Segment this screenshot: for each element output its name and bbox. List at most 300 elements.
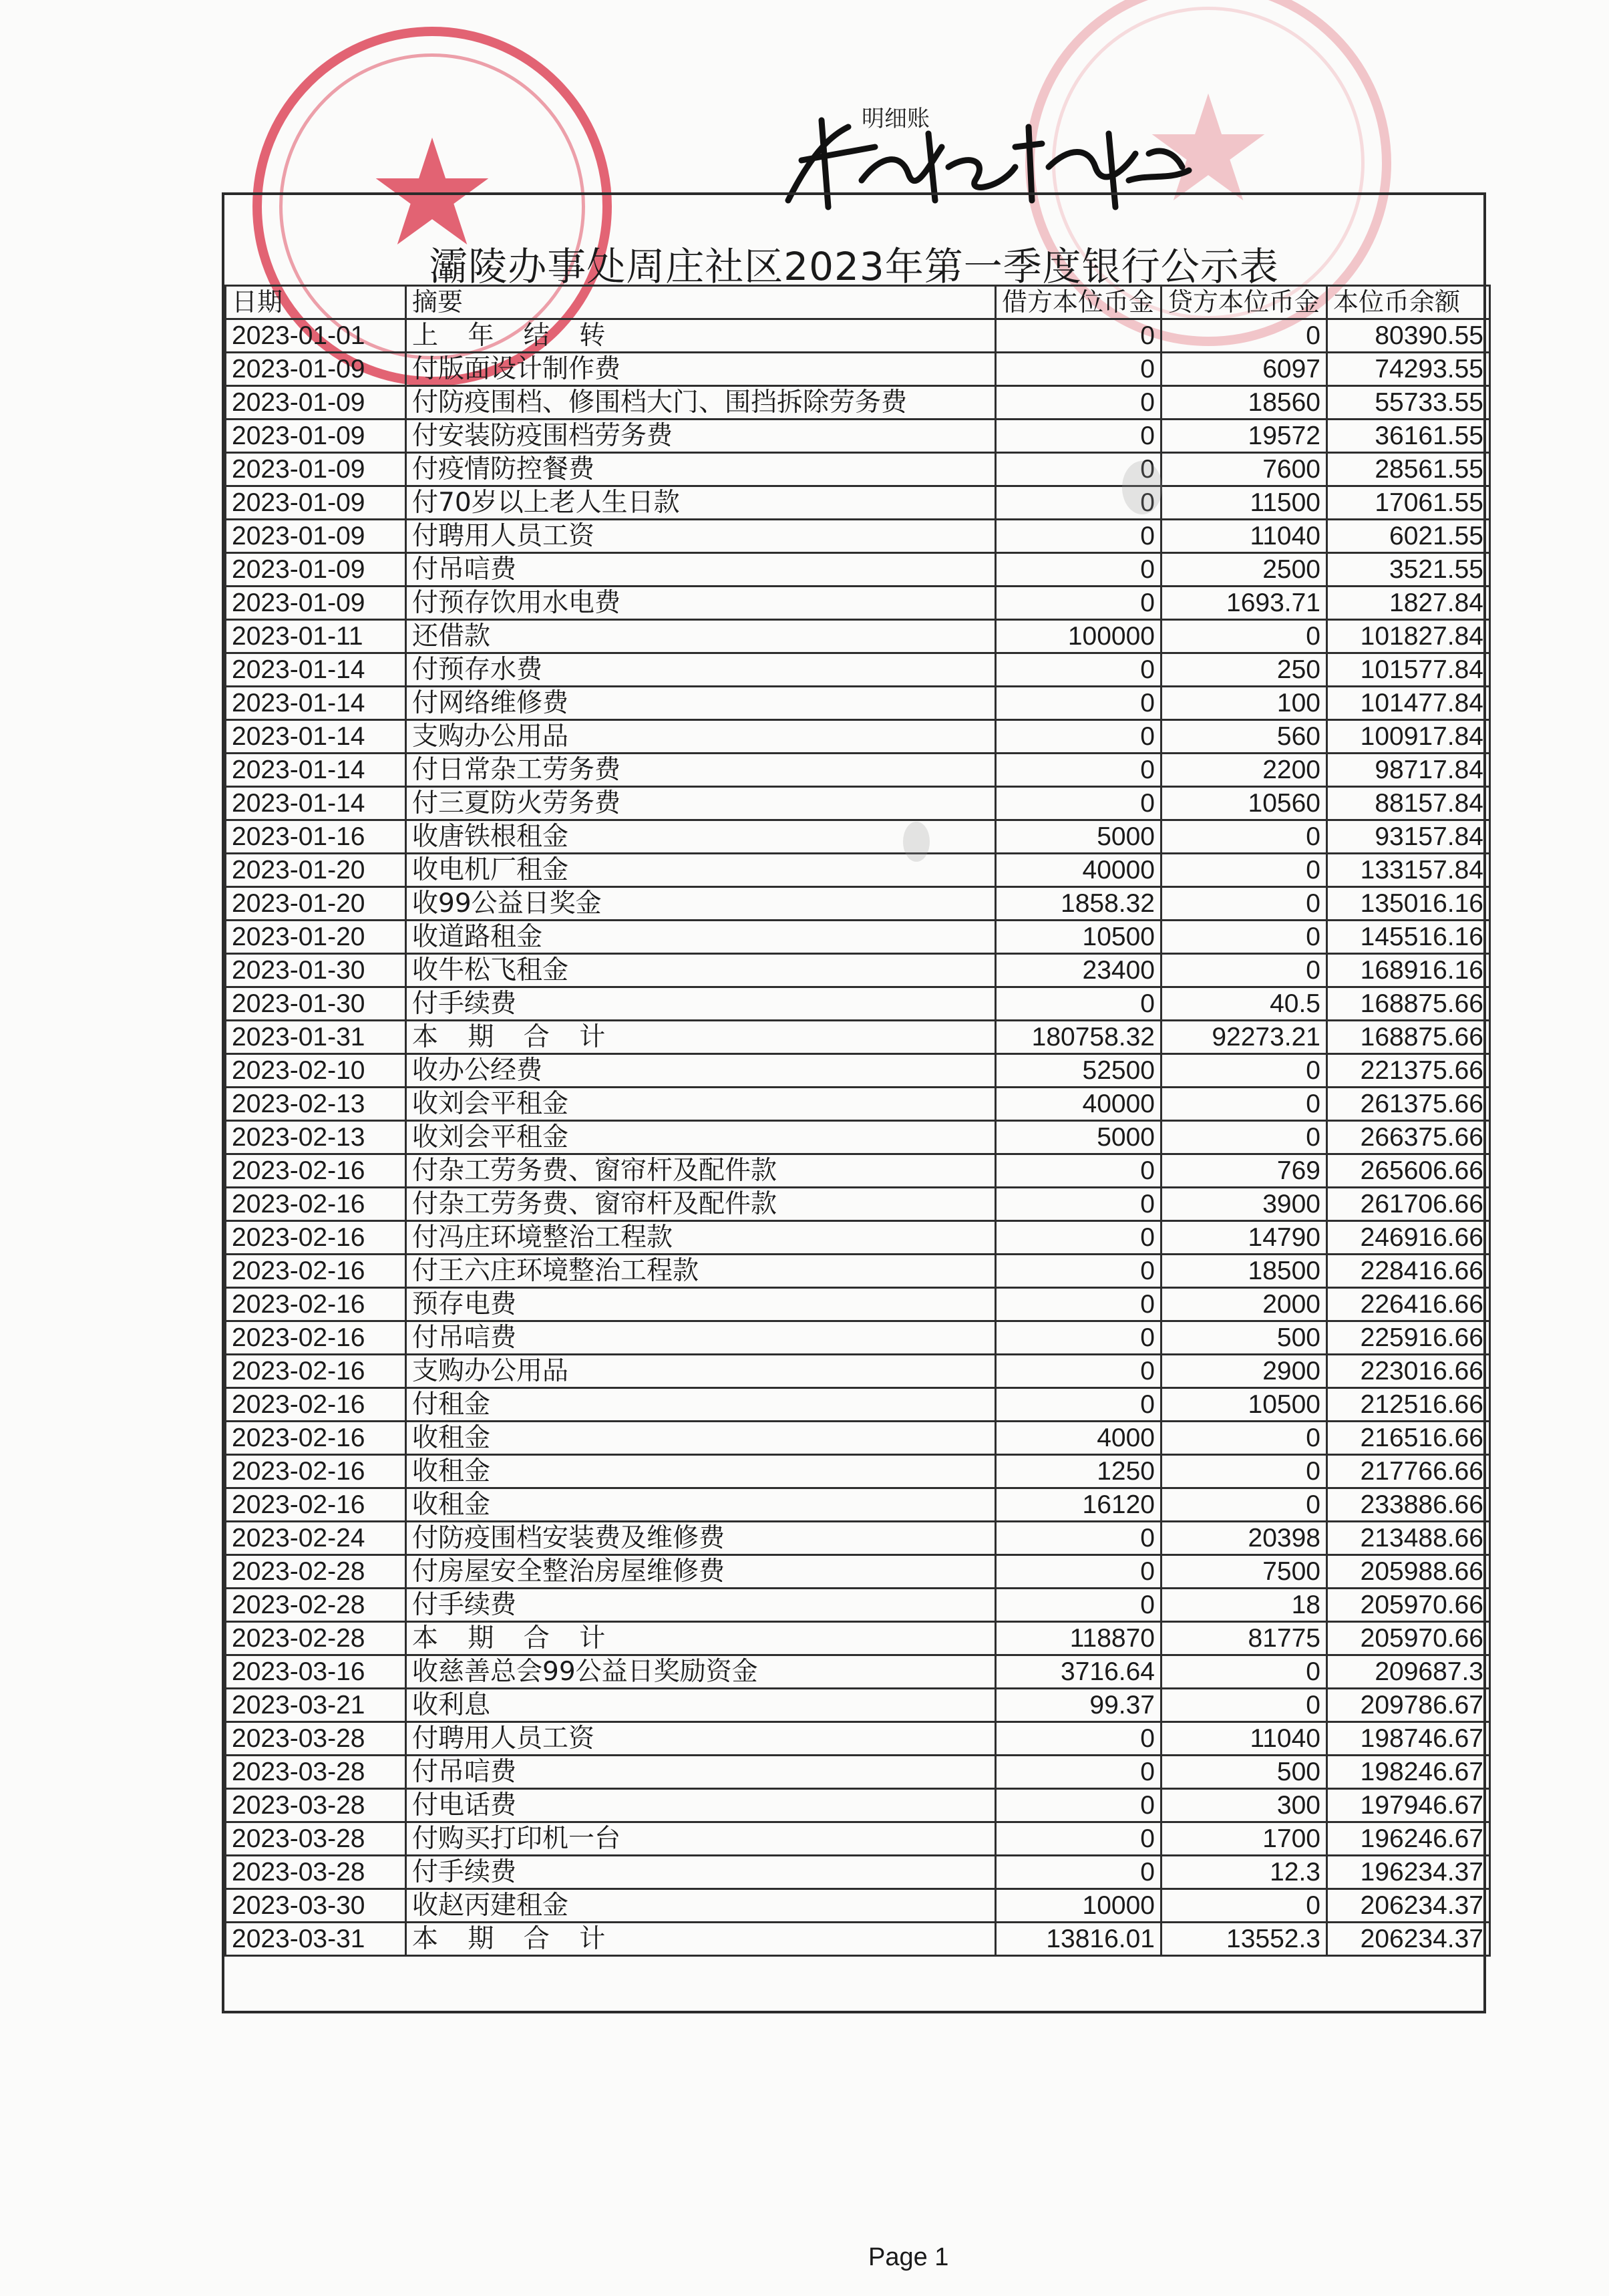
cell-credit: 0	[1161, 1689, 1327, 1722]
cell-summary: 付防疫围档安装费及维修费	[406, 1522, 996, 1555]
cell-debit: 0	[996, 1555, 1161, 1589]
cell-balance: 225916.66	[1327, 1321, 1490, 1355]
cell-date: 2023-02-24	[226, 1522, 406, 1555]
cell-credit: 0	[1161, 1655, 1327, 1689]
table-row	[226, 1889, 1490, 1923]
cell-date: 2023-02-28	[226, 1622, 406, 1655]
cell-summary: 收唐铁根租金	[406, 820, 996, 854]
column-header-credit: 贷方本位币金	[1161, 286, 1327, 319]
cell-date: 2023-03-21	[226, 1689, 406, 1722]
cell-balance: 205970.66	[1327, 1622, 1490, 1655]
table-row	[226, 1522, 1490, 1555]
cell-balance: 101577.84	[1327, 653, 1490, 687]
cell-balance: 93157.84	[1327, 820, 1490, 854]
cell-date: 2023-01-01	[226, 319, 406, 353]
cell-balance: 17061.55	[1327, 486, 1490, 520]
cell-balance: 133157.84	[1327, 854, 1490, 887]
cell-credit: 11040	[1161, 1722, 1327, 1756]
cell-credit: 1693.71	[1161, 587, 1327, 620]
table-row	[226, 1355, 1490, 1388]
cell-credit: 0	[1161, 620, 1327, 653]
table-row	[226, 1121, 1490, 1154]
cell-debit: 0	[996, 1756, 1161, 1789]
column-header-summary: 摘要	[406, 286, 996, 319]
cell-summary: 付王六庄环境整治工程款	[406, 1255, 996, 1288]
cell-credit: 769	[1161, 1154, 1327, 1188]
cell-date: 2023-02-16	[226, 1422, 406, 1455]
cell-balance: 101827.84	[1327, 620, 1490, 653]
cell-date: 2023-02-28	[226, 1589, 406, 1622]
cell-summary: 付预存水费	[406, 653, 996, 687]
cell-balance: 246916.66	[1327, 1221, 1490, 1255]
table-row	[226, 553, 1490, 587]
cell-date: 2023-01-09	[226, 353, 406, 386]
cell-balance: 80390.55	[1327, 319, 1490, 353]
table-row	[226, 787, 1490, 820]
cell-debit: 0	[996, 1221, 1161, 1255]
cell-date: 2023-03-30	[226, 1889, 406, 1923]
cell-summary: 付聘用人员工资	[406, 520, 996, 553]
cell-date: 2023-01-14	[226, 754, 406, 787]
cell-balance: 217766.66	[1327, 1455, 1490, 1488]
cell-credit: 500	[1161, 1321, 1327, 1355]
cell-balance: 55733.55	[1327, 386, 1490, 420]
cell-summary: 收道路租金	[406, 921, 996, 954]
cell-debit: 16120	[996, 1488, 1161, 1522]
cell-debit: 0	[996, 987, 1161, 1021]
cell-debit: 3716.64	[996, 1655, 1161, 1689]
cell-credit: 19572	[1161, 420, 1327, 453]
cell-debit: 5000	[996, 820, 1161, 854]
cell-balance: 168875.66	[1327, 1021, 1490, 1054]
table-row	[226, 820, 1490, 854]
cell-balance: 266375.66	[1327, 1121, 1490, 1154]
cell-balance: 216516.66	[1327, 1422, 1490, 1455]
cell-balance: 212516.66	[1327, 1388, 1490, 1422]
cell-date: 2023-01-31	[226, 1021, 406, 1054]
cell-summary: 付防疫围档、修围档大门、围挡拆除劳务费	[406, 386, 996, 420]
table-row	[226, 754, 1490, 787]
period-total-row	[226, 1021, 1490, 1054]
cell-credit: 11040	[1161, 520, 1327, 553]
table-row	[226, 687, 1490, 720]
cell-balance: 101477.84	[1327, 687, 1490, 720]
cell-credit: 0	[1161, 820, 1327, 854]
cell-balance: 233886.66	[1327, 1488, 1490, 1522]
cell-summary: 付吊唁费	[406, 1756, 996, 1789]
cell-debit: 100000	[996, 620, 1161, 653]
table-row	[226, 1321, 1490, 1355]
cell-credit: 3900	[1161, 1188, 1327, 1221]
cell-date: 2023-02-16	[226, 1455, 406, 1488]
cell-date: 2023-01-09	[226, 587, 406, 620]
table-row	[226, 1422, 1490, 1455]
page-title: 灞陵办事处周庄社区2023年第一季度银行公示表	[429, 244, 1279, 289]
cell-debit: 1858.32	[996, 887, 1161, 921]
table-row	[226, 1756, 1490, 1789]
cell-summary: 收慈善总会99公益日奖励资金	[406, 1655, 996, 1689]
cell-date: 2023-02-16	[226, 1188, 406, 1221]
cell-credit: 560	[1161, 720, 1327, 754]
cell-summary: 本 期 合 计	[406, 1021, 996, 1054]
cell-credit: 0	[1161, 1889, 1327, 1923]
cell-credit: 300	[1161, 1789, 1327, 1822]
cell-credit: 0	[1161, 319, 1327, 353]
cell-credit: 500	[1161, 1756, 1327, 1789]
page-number: Page 1	[868, 2243, 949, 2271]
cell-debit: 0	[996, 553, 1161, 587]
cell-date: 2023-02-16	[226, 1488, 406, 1522]
cell-debit: 0	[996, 1188, 1161, 1221]
cell-debit: 0	[996, 319, 1161, 353]
cell-summary: 收租金	[406, 1488, 996, 1522]
cell-date: 2023-01-09	[226, 386, 406, 420]
table-row	[226, 921, 1490, 954]
cell-credit: 2900	[1161, 1355, 1327, 1388]
table-row	[226, 319, 1490, 353]
cell-credit: 0	[1161, 1422, 1327, 1455]
table-row	[226, 720, 1490, 754]
cell-credit: 0	[1161, 887, 1327, 921]
cell-balance: 168916.16	[1327, 954, 1490, 987]
table-row	[226, 1054, 1490, 1088]
table-row	[226, 1088, 1490, 1121]
cell-date: 2023-02-16	[226, 1355, 406, 1388]
cell-summary: 付房屋安全整治房屋维修费	[406, 1555, 996, 1589]
cell-debit: 99.37	[996, 1689, 1161, 1722]
cell-summary: 收99公益日奖金	[406, 887, 996, 921]
cell-balance: 74293.55	[1327, 353, 1490, 386]
cell-summary: 收牛松飞租金	[406, 954, 996, 987]
table-row	[226, 1455, 1490, 1488]
cell-summary: 付70岁以上老人生日款	[406, 486, 996, 520]
cell-balance: 145516.16	[1327, 921, 1490, 954]
cell-summary: 收租金	[406, 1455, 996, 1488]
seal-star-icon: ★	[366, 107, 498, 279]
cell-summary: 付冯庄环境整治工程款	[406, 1221, 996, 1255]
cell-debit: 4000	[996, 1422, 1161, 1455]
table-row	[226, 587, 1490, 620]
cell-debit: 0	[996, 1722, 1161, 1756]
cell-date: 2023-01-20	[226, 887, 406, 921]
cell-date: 2023-02-28	[226, 1555, 406, 1589]
table-header-row	[226, 286, 1490, 319]
smudge-mark	[1122, 461, 1162, 514]
cell-date: 2023-01-09	[226, 453, 406, 486]
cell-balance: 221375.66	[1327, 1054, 1490, 1088]
cell-balance: 168875.66	[1327, 987, 1490, 1021]
cell-date: 2023-01-11	[226, 620, 406, 653]
cell-date: 2023-01-30	[226, 954, 406, 987]
cell-summary: 付手续费	[406, 987, 996, 1021]
cell-balance: 213488.66	[1327, 1522, 1490, 1555]
cell-credit: 40.5	[1161, 987, 1327, 1021]
cell-balance: 205988.66	[1327, 1555, 1490, 1589]
table-row	[226, 653, 1490, 687]
cell-balance: 1827.84	[1327, 587, 1490, 620]
cell-date: 2023-01-09	[226, 420, 406, 453]
cell-date: 2023-01-14	[226, 687, 406, 720]
cell-debit: 10000	[996, 1889, 1161, 1923]
cell-credit: 2500	[1161, 553, 1327, 587]
cell-balance: 209786.67	[1327, 1689, 1490, 1722]
cell-credit: 7600	[1161, 453, 1327, 486]
cell-credit: 0	[1161, 954, 1327, 987]
cell-summary: 付聘用人员工资	[406, 1722, 996, 1756]
cell-balance: 198246.67	[1327, 1756, 1490, 1789]
cell-debit: 0	[996, 1522, 1161, 1555]
cell-date: 2023-02-16	[226, 1288, 406, 1321]
cell-summary: 本 期 合 计	[406, 1923, 996, 1956]
cell-summary: 付版面设计制作费	[406, 353, 996, 386]
cell-balance: 36161.55	[1327, 420, 1490, 453]
cell-summary: 付日常杂工劳务费	[406, 754, 996, 787]
table-row	[226, 486, 1490, 520]
table-row	[226, 1822, 1490, 1856]
cell-debit: 0	[996, 486, 1161, 520]
table-row	[226, 854, 1490, 887]
cell-summary: 付疫情防控餐费	[406, 453, 996, 486]
cell-balance: 223016.66	[1327, 1355, 1490, 1388]
cell-debit: 0	[996, 386, 1161, 420]
table-row	[226, 1722, 1490, 1756]
cell-debit: 0	[996, 754, 1161, 787]
cell-credit: 0	[1161, 1488, 1327, 1522]
cell-credit: 1700	[1161, 1822, 1327, 1856]
cell-debit: 0	[996, 653, 1161, 687]
cell-credit: 0	[1161, 1121, 1327, 1154]
cell-debit: 0	[996, 1255, 1161, 1288]
table-row	[226, 1689, 1490, 1722]
ledger-table	[224, 285, 1491, 1957]
cell-date: 2023-01-09	[226, 486, 406, 520]
cell-date: 2023-03-31	[226, 1923, 406, 1956]
cell-summary: 付杂工劳务费、窗帘杆及配件款	[406, 1188, 996, 1221]
cell-summary: 付手续费	[406, 1589, 996, 1622]
cell-debit: 1250	[996, 1455, 1161, 1488]
table-row	[226, 1589, 1490, 1622]
cell-credit: 250	[1161, 653, 1327, 687]
period-total-row	[226, 1923, 1490, 1956]
cell-debit: 0	[996, 520, 1161, 553]
cell-summary: 收利息	[406, 1689, 996, 1722]
table-row	[226, 1388, 1490, 1422]
cell-debit: 0	[996, 1856, 1161, 1889]
cell-summary: 付网络维修费	[406, 687, 996, 720]
cell-debit: 40000	[996, 854, 1161, 887]
cell-date: 2023-02-13	[226, 1088, 406, 1121]
ledger-label: 明细账	[862, 106, 930, 132]
cell-debit: 0	[996, 787, 1161, 820]
cell-debit: 0	[996, 353, 1161, 386]
cell-summary: 支购办公用品	[406, 1355, 996, 1388]
cell-credit: 0	[1161, 1054, 1327, 1088]
cell-date: 2023-01-14	[226, 653, 406, 687]
cell-date: 2023-02-16	[226, 1221, 406, 1255]
cell-summary: 还借款	[406, 620, 996, 653]
table-row	[226, 1488, 1490, 1522]
column-header-debit: 借方本位币金	[996, 286, 1161, 319]
cell-balance: 28561.55	[1327, 453, 1490, 486]
cell-summary: 收办公经费	[406, 1054, 996, 1088]
table-row	[226, 620, 1490, 653]
table-row	[226, 1555, 1490, 1589]
cell-debit: 23400	[996, 954, 1161, 987]
cell-summary: 上 年 结 转	[406, 319, 996, 353]
cell-summary: 付吊唁费	[406, 553, 996, 587]
cell-debit: 0	[996, 453, 1161, 486]
cell-balance: 205970.66	[1327, 1589, 1490, 1622]
cell-summary: 付安装防疫围档劳务费	[406, 420, 996, 453]
cell-balance: 100917.84	[1327, 720, 1490, 754]
cell-date: 2023-01-30	[226, 987, 406, 1021]
table-row	[226, 1655, 1490, 1689]
cell-debit: 40000	[996, 1088, 1161, 1121]
cell-balance: 261375.66	[1327, 1088, 1490, 1121]
cell-date: 2023-01-09	[226, 553, 406, 587]
cell-summary: 支购办公用品	[406, 720, 996, 754]
table-row	[226, 954, 1490, 987]
cell-debit: 10500	[996, 921, 1161, 954]
cell-credit: 18560	[1161, 386, 1327, 420]
cell-summary: 收赵丙建租金	[406, 1889, 996, 1923]
cell-balance: 226416.66	[1327, 1288, 1490, 1321]
cell-summary: 付预存饮用水电费	[406, 587, 996, 620]
cell-credit: 7500	[1161, 1555, 1327, 1589]
cell-date: 2023-02-16	[226, 1154, 406, 1188]
cell-summary: 付杂工劳务费、窗帘杆及配件款	[406, 1154, 996, 1188]
period-total-row	[226, 1622, 1490, 1655]
table-row	[226, 386, 1490, 420]
cell-date: 2023-03-28	[226, 1822, 406, 1856]
cell-summary: 收刘会平租金	[406, 1088, 996, 1121]
cell-debit: 0	[996, 720, 1161, 754]
cell-debit: 180758.32	[996, 1021, 1161, 1054]
table-row	[226, 520, 1490, 553]
cell-date: 2023-02-16	[226, 1321, 406, 1355]
table-row	[226, 453, 1490, 486]
cell-summary: 付购买打印机一台	[406, 1822, 996, 1856]
cell-balance: 265606.66	[1327, 1154, 1490, 1188]
table-row	[226, 1789, 1490, 1822]
cell-credit: 18	[1161, 1589, 1327, 1622]
cell-balance: 209687.3	[1327, 1655, 1490, 1689]
cell-date: 2023-01-09	[226, 520, 406, 553]
cell-date: 2023-01-16	[226, 820, 406, 854]
table-row	[226, 987, 1490, 1021]
table-row	[226, 1856, 1490, 1889]
cell-date: 2023-01-14	[226, 720, 406, 754]
cell-credit: 18500	[1161, 1255, 1327, 1288]
cell-date: 2023-03-16	[226, 1655, 406, 1689]
cell-debit: 0	[996, 420, 1161, 453]
cell-debit: 0	[996, 1321, 1161, 1355]
cell-summary: 预存电费	[406, 1288, 996, 1321]
cell-date: 2023-02-13	[226, 1121, 406, 1154]
cell-date: 2023-02-16	[226, 1255, 406, 1288]
cell-debit: 5000	[996, 1121, 1161, 1154]
table-row	[226, 420, 1490, 453]
cell-credit: 0	[1161, 1455, 1327, 1488]
cell-debit: 0	[996, 1355, 1161, 1388]
cell-debit: 118870	[996, 1622, 1161, 1655]
cell-balance: 135016.16	[1327, 887, 1490, 921]
cell-credit: 0	[1161, 921, 1327, 954]
cell-debit: 0	[996, 1589, 1161, 1622]
cell-balance: 198746.67	[1327, 1722, 1490, 1756]
cell-balance: 206234.37	[1327, 1923, 1490, 1956]
cell-summary: 付租金	[406, 1388, 996, 1422]
cell-credit: 13552.3	[1161, 1923, 1327, 1956]
cell-balance: 196234.37	[1327, 1856, 1490, 1889]
cell-debit: 0	[996, 1288, 1161, 1321]
cell-balance: 228416.66	[1327, 1255, 1490, 1288]
column-header-date: 日期	[226, 286, 406, 319]
cell-credit: 11500	[1161, 486, 1327, 520]
cell-summary: 收租金	[406, 1422, 996, 1455]
table-row	[226, 353, 1490, 386]
seal-star-icon: ★	[1142, 63, 1274, 235]
table-row	[226, 1188, 1490, 1221]
cell-debit: 52500	[996, 1054, 1161, 1088]
cell-credit: 20398	[1161, 1522, 1327, 1555]
cell-summary: 本 期 合 计	[406, 1622, 996, 1655]
ledger-body	[226, 319, 1490, 1956]
cell-date: 2023-01-14	[226, 787, 406, 820]
cell-credit: 2000	[1161, 1288, 1327, 1321]
cell-balance: 196246.67	[1327, 1822, 1490, 1856]
cell-summary: 付手续费	[406, 1856, 996, 1889]
cell-debit: 0	[996, 1822, 1161, 1856]
cell-credit: 92273.21	[1161, 1021, 1327, 1054]
cell-date: 2023-03-28	[226, 1722, 406, 1756]
cell-credit: 100	[1161, 687, 1327, 720]
cell-balance: 261706.66	[1327, 1188, 1490, 1221]
cell-date: 2023-01-20	[226, 854, 406, 887]
cell-credit: 81775	[1161, 1622, 1327, 1655]
cell-summary: 收刘会平租金	[406, 1121, 996, 1154]
cell-debit: 0	[996, 1388, 1161, 1422]
cell-summary: 付吊唁费	[406, 1321, 996, 1355]
cell-credit: 0	[1161, 1088, 1327, 1121]
smudge-mark	[903, 822, 930, 862]
cell-balance: 98717.84	[1327, 754, 1490, 787]
column-header-balance: 本位币余额	[1327, 286, 1490, 319]
cell-date: 2023-03-28	[226, 1789, 406, 1822]
cell-balance: 3521.55	[1327, 553, 1490, 587]
cell-balance: 206234.37	[1327, 1889, 1490, 1923]
table-row	[226, 1288, 1490, 1321]
cell-date: 2023-02-10	[226, 1054, 406, 1088]
cell-debit: 13816.01	[996, 1923, 1161, 1956]
cell-summary: 收电机厂租金	[406, 854, 996, 887]
cell-summary: 付三夏防火劳务费	[406, 787, 996, 820]
cell-credit: 0	[1161, 854, 1327, 887]
cell-credit: 12.3	[1161, 1856, 1327, 1889]
cell-debit: 0	[996, 587, 1161, 620]
cell-date: 2023-02-16	[226, 1388, 406, 1422]
cell-debit: 0	[996, 1154, 1161, 1188]
cell-balance: 6021.55	[1327, 520, 1490, 553]
cell-credit: 6097	[1161, 353, 1327, 386]
table-row	[226, 887, 1490, 921]
cell-date: 2023-01-20	[226, 921, 406, 954]
cell-balance: 88157.84	[1327, 787, 1490, 820]
cell-date: 2023-03-28	[226, 1756, 406, 1789]
table-row	[226, 1154, 1490, 1188]
cell-debit: 0	[996, 687, 1161, 720]
cell-credit: 10560	[1161, 787, 1327, 820]
